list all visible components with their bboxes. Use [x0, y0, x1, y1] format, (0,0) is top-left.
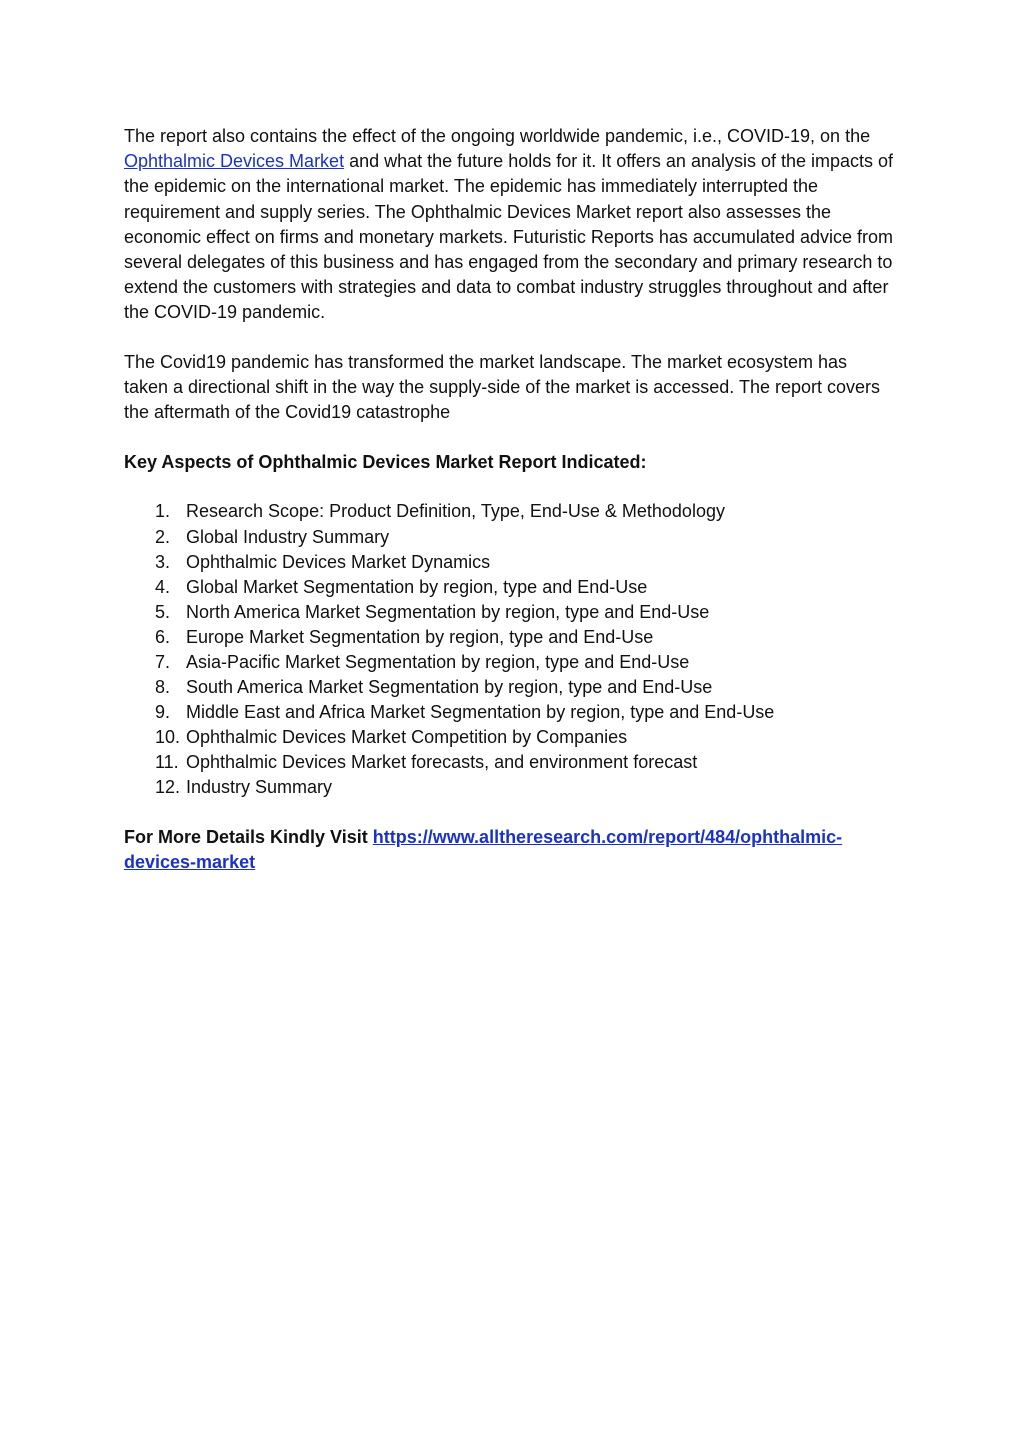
list-item-text: Global Market Segmentation by region, type and End-Use — [186, 576, 648, 597]
intro-paragraph — [124, 124, 894, 326]
list-item — [124, 600, 894, 625]
report-url-link[interactable]: https://www.alltheresearch.com/report/484/ophthalmic-devices-market — [124, 826, 843, 872]
list-item-number: 10. — [155, 727, 181, 748]
list-item-text: Ophthalmic Devices Market Competition by Companies — [186, 727, 628, 748]
list-item — [124, 675, 894, 700]
more-details-label: For More Details Kindly Visit — [124, 826, 373, 847]
list-item — [124, 499, 894, 524]
list-item — [124, 625, 894, 650]
list-item-text: Global Industry Summary — [186, 526, 390, 547]
list-item-number: 9. — [155, 702, 171, 723]
key-aspects-list — [124, 499, 894, 800]
list-item-number: 4. — [155, 576, 171, 597]
list-item — [124, 650, 894, 675]
list-item — [124, 525, 894, 550]
list-item — [124, 750, 894, 775]
list-item — [124, 550, 894, 575]
list-item-text: Europe Market Segmentation by region, type and End-Use — [186, 626, 654, 647]
list-item-text: Research Scope: Product Definition, Type, End-Use & Methodology — [186, 501, 725, 522]
intro-text-after-link: and what the future holds for it. It offers an analysis of the impacts of the epidemic on the international market. The epidemic has immediately interrupted the requirement and supply series. The Ophthalmic Devices Market report also assesses the economic effect on firms and monetary markets. Futuristic Reports has accumulated advice from several delegates of this business and has engaged from the secondary and primary research to extend the customers with strategies and data to combat industry struggles throughout and after the COVID-19 pandemic. — [124, 151, 894, 323]
list-item-text: South America Market Segmentation by region, type and End-Use — [186, 677, 713, 698]
list-item-number: 8. — [155, 677, 171, 698]
more-details-line — [124, 825, 894, 875]
list-item — [124, 725, 894, 750]
ophthalmic-devices-market-link[interactable]: Ophthalmic Devices Market — [124, 151, 345, 172]
intro-text-before-link: The report also contains the effect of the ongoing worldwide pandemic, i.e., COVID-19, on the — [124, 126, 871, 146]
list-item-text: Ophthalmic Devices Market Dynamics — [186, 551, 491, 572]
list-item-text: Middle East and Africa Market Segmentation by region, type and End-Use — [186, 702, 775, 723]
list-item-number: 7. — [155, 652, 171, 672]
key-aspects-heading: Key Aspects of Ophthalmic Devices Market Report Indicated: — [124, 452, 647, 473]
list-item-text: Industry Summary — [186, 777, 333, 798]
list-item-number: 3. — [155, 551, 171, 572]
list-item — [124, 775, 894, 800]
list-item — [124, 575, 894, 600]
list-item-number: 1. — [155, 501, 171, 522]
list-item-text: North America Market Segmentation by region, type and End-Use — [186, 601, 710, 622]
list-item-number: 6. — [155, 626, 171, 647]
list-item-number: 5. — [155, 601, 171, 622]
document-page — [124, 124, 894, 875]
list-item-number: 11. — [155, 752, 179, 773]
list-item-number: 12. — [155, 777, 181, 798]
covid-paragraph: The Covid19 pandemic has transformed the market landscape. The market ecosystem has taken a directional shift in the way the supply-side of the market is accessed. The report covers the aftermath of the Covid19 catastrophe — [124, 351, 881, 423]
list-item-number: 2. — [155, 526, 171, 547]
list-item-text: Ophthalmic Devices Market forecasts, and environment forecast — [186, 752, 698, 773]
list-item — [124, 700, 894, 725]
list-item-text: Asia-Pacific Market Segmentation by region, type and End-Use — [186, 652, 690, 672]
